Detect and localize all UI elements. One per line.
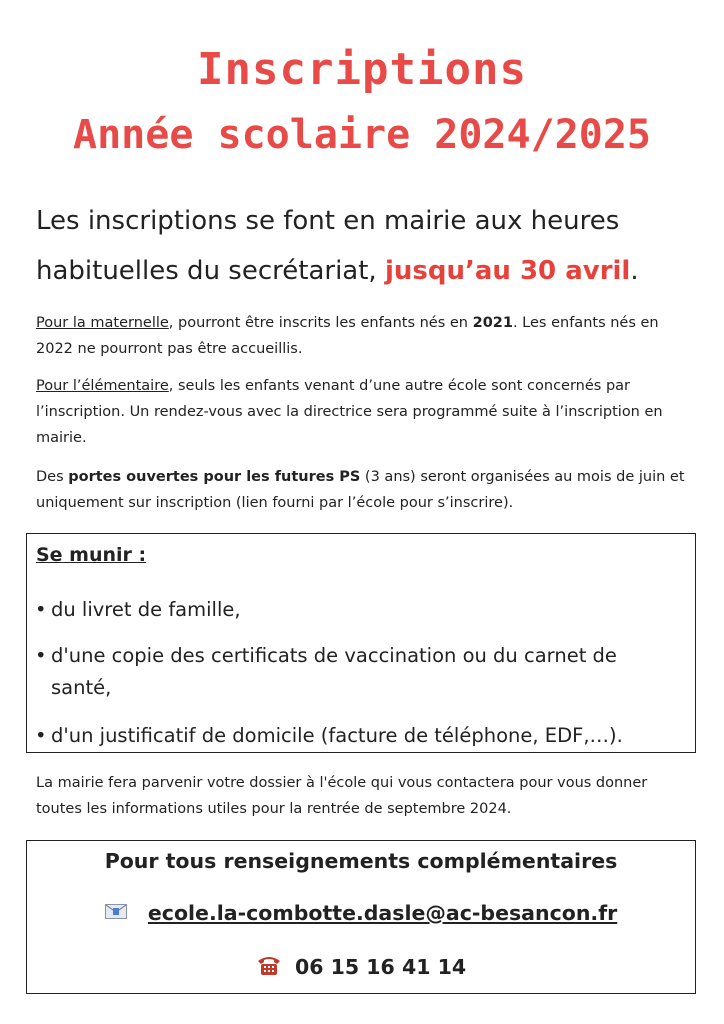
elementaire-label: Pour l’élémentaire [36,378,169,394]
maternelle-paragraph [36,310,696,362]
documents-box [26,533,696,753]
bullet-icon: • [35,598,47,621]
telephone-icon [256,954,282,976]
title-school-year: Année scolaire 2024/2025 [73,112,651,158]
envelope-icon [105,904,127,919]
intro-end: . [630,256,639,286]
portes-text2: (3 ans) seront organisées au mois de juin et uniquement sur inscription (lien fourni par l’école pour s’inscrire). [36,469,685,511]
phone-number[interactable]: 06 15 16 41 14 [294,955,467,979]
email-row [27,901,695,925]
documents-item-text-continued: santé, [51,676,112,699]
portes-ouvertes-paragraph [36,464,696,516]
maternelle-label: Pour la maternelle [36,315,169,331]
intro-text [36,196,696,296]
elementaire-paragraph [36,373,696,451]
portes-text1: Des [36,469,69,485]
documents-item-text: d'une copie des certificats de vaccination ou du carnet de [51,644,617,667]
intro-main: Les inscriptions se font en mairie aux heures habituelles du secrétariat, [36,206,620,286]
phone-row [27,955,695,979]
email-link[interactable]: ecole.la-combotte.dasle@ac-besancon.fr [147,901,618,925]
maternelle-text2: . Les enfants nés en 2022 ne pourront pas être accueillis. [36,315,659,357]
documents-heading: Se munir : [36,544,147,566]
intro-deadline: jusqu’au 30 avril [384,256,631,286]
documents-item [35,720,675,752]
maternelle-text1: , pourront être inscrits les enfants nés en [168,315,473,331]
portes-bold: portes ouvertes pour les futures PS [68,469,361,485]
contact-heading: Pour tous renseignements complémentaires [104,849,618,873]
bullet-icon: • [35,644,47,667]
maternelle-year: 2021 [472,315,513,331]
documents-item [35,640,675,704]
bullet-icon: • [35,724,47,747]
documents-item-text: du livret de famille, [51,598,241,621]
dossier-paragraph: La mairie fera parvenir votre dossier à l'école qui vous contactera pour vous donner toutes les informations utiles pour la rentrée de septembre 2024. [36,775,648,817]
elementaire-text: , seuls les enfants venant d’une autre école sont concernés par l’inscription. Un rendez-vous avec la directrice sera programmé suite à l’inscription en mairie. [36,378,663,446]
documents-item-text: d'un justificatif de domicile (facture de téléphone, EDF,…). [51,724,623,747]
contact-box [26,840,696,994]
title-inscriptions: Inscriptions [197,44,527,95]
documents-item [35,594,675,626]
